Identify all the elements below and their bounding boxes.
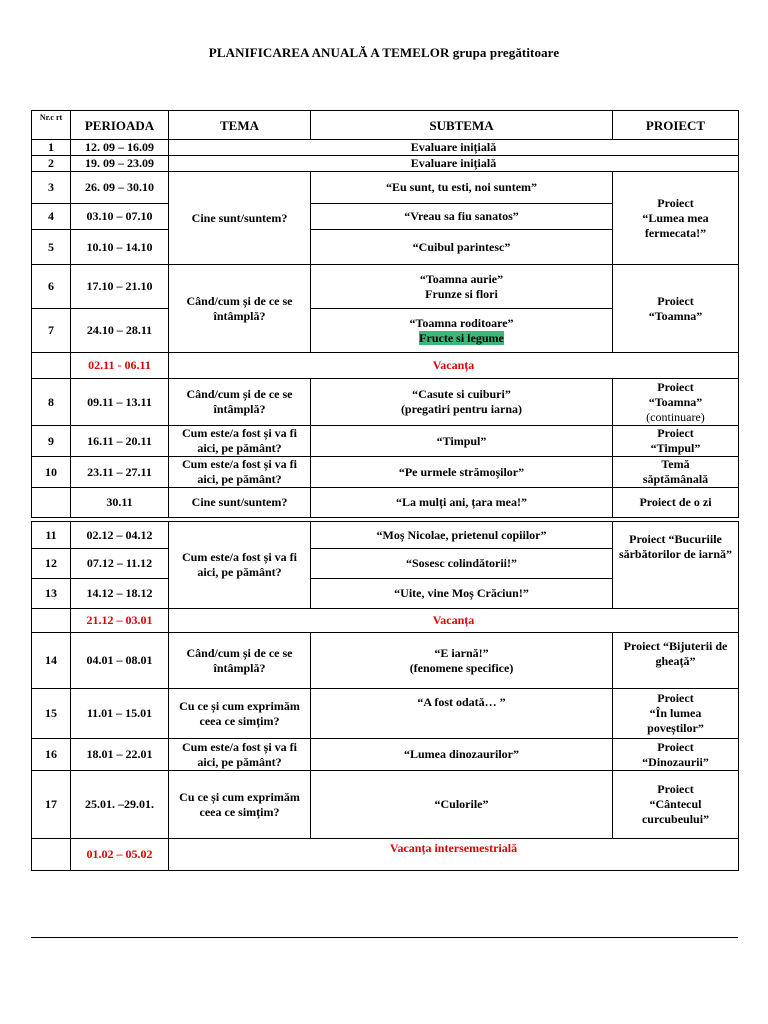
table-row xyxy=(32,457,739,488)
empty-cell xyxy=(32,353,71,379)
theme-cell: Cum este/a fost și va fi aici, pe pământ? xyxy=(169,739,311,771)
table-row xyxy=(32,172,739,204)
project-cell xyxy=(613,771,739,839)
table-row xyxy=(32,379,739,426)
project-cell: Proiect de o zi xyxy=(613,488,739,518)
period-cell: 30.11 xyxy=(71,488,169,518)
theme-cell: Cu ce și cum exprimăm ceea ce simțim? xyxy=(169,771,311,839)
project-line: Proiect xyxy=(657,691,694,705)
holiday-label: Vacanța intersemestrială xyxy=(169,839,739,871)
subtheme-cell xyxy=(311,309,613,353)
period-cell: 17.10 – 21.10 xyxy=(71,265,169,309)
theme-cell: Cum este/a fost și va fi aici, pe pământ? xyxy=(169,457,311,488)
project-line: Proiect xyxy=(657,739,694,754)
project-cell xyxy=(613,457,739,488)
subtheme-cell: “A fost odată… ” xyxy=(311,689,613,739)
subtheme-cell: “Vreau sa fiu sanatos” xyxy=(311,204,613,230)
table-row xyxy=(32,633,739,689)
subtheme-cell xyxy=(311,265,613,309)
subtheme-line: (pregatiri pentru iarna) xyxy=(400,402,523,416)
table-row xyxy=(32,426,739,457)
theme-cell: Când/cum și de ce se întâmplă? xyxy=(169,633,311,689)
row-number: 5 xyxy=(32,230,71,265)
project-cell xyxy=(613,265,739,353)
header-row xyxy=(32,111,739,140)
period-cell: 09.11 – 13.11 xyxy=(71,379,169,426)
subtheme-cell xyxy=(311,633,613,689)
row-number: 2 xyxy=(32,156,71,172)
row-number: 14 xyxy=(32,633,71,689)
period-cell: 19. 09 – 23.09 xyxy=(71,156,169,172)
evaluation-cell: Evaluare inițială xyxy=(169,140,739,156)
period-cell: 18.01 – 22.01 xyxy=(71,739,169,771)
period-cell: 24.10 – 28.11 xyxy=(71,309,169,353)
period-cell: 26. 09 – 30.10 xyxy=(71,172,169,204)
period-cell: 04.01 – 08.01 xyxy=(71,633,169,689)
period-cell: 03.10 – 07.10 xyxy=(71,204,169,230)
project-line: (continuare) xyxy=(646,409,705,424)
subtheme-cell: “Eu sunt, tu esti, noi suntem” xyxy=(311,172,613,204)
highlighted-subtheme: Fructe si legume xyxy=(419,330,504,345)
project-line: “Timpul” xyxy=(650,441,701,455)
project-line: “Cântecul xyxy=(649,797,702,811)
table-row xyxy=(32,265,739,309)
theme-cell: Cine sunt/suntem? xyxy=(169,172,311,265)
project-line: Proiect xyxy=(657,379,694,394)
theme-cell: Cu ce și cum exprimăm ceea ce simțim? xyxy=(169,689,311,739)
subtheme-cell: “Cuibul parintesc” xyxy=(311,230,613,265)
subtheme-cell: “Timpul” xyxy=(311,426,613,457)
table-row xyxy=(32,140,739,156)
period-cell: 02.12 – 04.12 xyxy=(71,522,169,549)
row-number: 4 xyxy=(32,204,71,230)
subtheme-line: “E iarnă!” xyxy=(434,645,489,660)
holiday-row xyxy=(32,353,739,379)
subtheme-cell: “Lumea dinozaurilor” xyxy=(311,739,613,771)
project-line: Proiect xyxy=(657,195,694,210)
holiday-label: Vacanța xyxy=(169,353,739,379)
project-line: Proiect xyxy=(657,782,694,796)
empty-cell xyxy=(32,609,71,633)
project-line: săptămânală xyxy=(642,472,709,486)
period-cell: 10.10 – 14.10 xyxy=(71,230,169,265)
period-cell: 02.11 - 06.11 xyxy=(71,353,169,379)
project-line: “Dinozaurii” xyxy=(642,754,709,769)
theme-cell: Cum este/a fost și va fi aici, pe pământ? xyxy=(169,426,311,457)
subtheme-cell: “Moș Nicolae, prietenul copiilor” xyxy=(311,522,613,549)
project-cell xyxy=(613,172,739,265)
period-cell: 16.11 – 20.11 xyxy=(71,426,169,457)
document-title: PLANIFICAREA ANUALĂ A TEMELOR grupa pregătitoare xyxy=(208,45,560,60)
project-cell xyxy=(613,379,739,426)
subtheme-line xyxy=(313,331,610,346)
table-row xyxy=(32,522,739,549)
subtheme-line: “Toamna aurie” xyxy=(419,271,504,286)
header-nr: Nr.c rt xyxy=(32,111,71,140)
project-cell xyxy=(613,426,739,457)
table-row xyxy=(32,488,739,518)
row-number: 7 xyxy=(32,309,71,353)
row-number: 3 xyxy=(32,172,71,204)
theme-cell: Cum este/a fost și va fi aici, pe pământ? xyxy=(169,522,311,609)
table-row xyxy=(32,771,739,839)
period-cell: 01.02 – 05.02 xyxy=(71,839,169,871)
table-row xyxy=(32,156,739,172)
project-line: poveștilor” xyxy=(647,721,704,735)
row-number: 8 xyxy=(32,379,71,426)
holiday-label: Vacanța xyxy=(169,609,739,633)
row-number: 12 xyxy=(32,549,71,579)
theme-cell: Cine sunt/suntem? xyxy=(169,488,311,518)
project-line: “Lumea mea xyxy=(642,210,709,225)
period-cell: 12. 09 – 16.09 xyxy=(71,140,169,156)
row-number: 16 xyxy=(32,739,71,771)
period-cell: 14.12 – 18.12 xyxy=(71,579,169,609)
row-number: 13 xyxy=(32,579,71,609)
period-cell: 07.12 – 11.12 xyxy=(71,549,169,579)
period-cell: 11.01 – 15.01 xyxy=(71,689,169,739)
row-number: 1 xyxy=(32,140,71,156)
footer-divider xyxy=(31,937,738,938)
holiday-row xyxy=(32,839,739,871)
row-number: 17 xyxy=(32,771,71,839)
subtheme-cell xyxy=(311,379,613,426)
row-number: 9 xyxy=(32,426,71,457)
project-cell: Proiect “Bijuterii de gheață” xyxy=(613,633,739,689)
header-perioada: PERIOADA xyxy=(71,111,169,140)
project-cell xyxy=(613,739,739,771)
holiday-row xyxy=(32,609,739,633)
row-number: 11 xyxy=(32,522,71,549)
empty-cell xyxy=(32,488,71,518)
project-line: “Toamna” xyxy=(648,394,703,409)
row-number: 15 xyxy=(32,689,71,739)
project-cell xyxy=(613,689,739,739)
subtheme-cell: “Pe urmele strămoșilor” xyxy=(311,457,613,488)
project-line: Temă xyxy=(661,457,690,471)
planning-table xyxy=(31,110,739,871)
subtheme-cell: “Uite, vine Moș Crăciun!” xyxy=(311,579,613,609)
subtheme-line: Frunze si flori xyxy=(425,286,498,301)
table-row xyxy=(32,739,739,771)
period-cell: 25.01. –29.01. xyxy=(71,771,169,839)
header-subtema: SUBTEMA xyxy=(311,111,613,140)
project-line: curcubeului” xyxy=(641,812,710,826)
row-number: 6 xyxy=(32,265,71,309)
subtheme-line: “Toamna roditoare” xyxy=(409,315,514,330)
period-cell: 23.11 – 27.11 xyxy=(71,457,169,488)
project-line: fermecata!” xyxy=(644,225,707,240)
period-cell: 21.12 – 03.01 xyxy=(71,609,169,633)
project-line: “În lumea xyxy=(649,706,702,720)
subtheme-cell: “Culorile” xyxy=(311,771,613,839)
row-number: 10 xyxy=(32,457,71,488)
project-cell: Proiect “Bucuriile sărbătorilor de iarnă” xyxy=(613,522,739,609)
subtheme-cell: “La mulți ani, țara mea!” xyxy=(311,488,613,518)
header-tema: TEMA xyxy=(169,111,311,140)
project-line: Proiect xyxy=(657,426,694,440)
table-row xyxy=(32,689,739,739)
subtheme-line: “Casute si cuiburi” xyxy=(412,387,511,401)
theme-cell: Când/cum și de ce se întâmplă? xyxy=(169,265,311,353)
empty-cell xyxy=(32,839,71,871)
project-line: “Toamna” xyxy=(648,308,703,323)
header-proiect: PROIECT xyxy=(613,111,739,140)
subtheme-line: (fenomene specifice) xyxy=(409,660,514,675)
subtheme-cell: “Sosesc colindătorii!” xyxy=(311,549,613,579)
theme-cell: Când/cum și de ce se întâmplă? xyxy=(169,379,311,426)
project-line: Proiect xyxy=(657,293,694,308)
evaluation-cell: Evaluare inițială xyxy=(169,156,739,172)
